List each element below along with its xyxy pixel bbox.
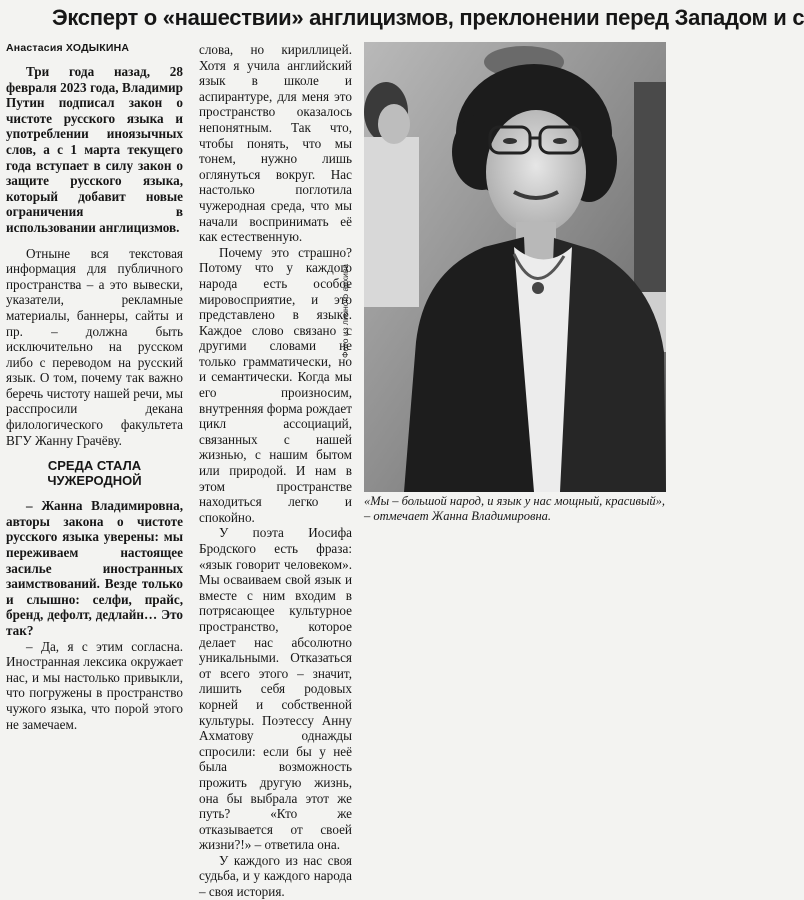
photo-credit: Фото из личного архива [340, 264, 350, 358]
interview-answer: – Да, я с этим согласна. Иностранная лексика окружает нас, и мы настолько привыкли, что погружены в пространство чужого языка, что порой этого не замечаем. [6, 638, 183, 732]
author-byline: Анастасия ХОДЫКИНА [6, 42, 130, 54]
article-column-2 [199, 42, 352, 900]
body-paragraph: Почему это страшно? Потому что у каждого народа есть особое мировосприятие, и это представлено в языке. Каждое слово связано с другими словами не только грамматически, но и семантически. Когда мы его произносим, внутренняя форма рождает цикл ассоциаций, связанных с нашей жизнью, с нашим бытом или природой. И нам в этом пространстве находиться легко и спокойно. [199, 244, 352, 525]
body-paragraph: слова, но кириллицей. Хотя я учила английский язык в школе и аспирантуре, для меня это пространство оказалось непонятным. Так что, чтобы понять, что мы тонем, нужно лишь оглянуться вокруг. Нас настолько поглотила чужеродная среда, что мы начали воспринимать её как естественную. [199, 42, 352, 245]
section-subheading: СРЕДА СТАЛА ЧУЖЕРОДНОЙ [47, 458, 142, 489]
interview-question: – Жанна Владимировна, авторы закона о чистоте русского языка уверены: мы переживаем настоящее засилье иностранных заимствований. Везде только и слышно: селфи, прайс, бренд, дефолт, дедлайн… Это так? [6, 498, 183, 638]
body-paragraph: У каждого из нас своя судьба, и у каждого народа – своя история. [199, 852, 352, 900]
article-headline: Эксперт о «нашествии» англицизмов, преклонении перед Западом и с [52, 5, 804, 30]
portrait-illustration [364, 42, 666, 492]
body-paragraph: Отныне вся текстовая информация для публичного пространства – а это вывески, указатели, рекламные материалы, баннеры, сайты и пр. – должна быть исключительно на русском либо с переводом на русский язык. О том, почему так важно беречь чистоту нашей речи, мы расспросили декана филологического факультета ВГУ Жанну Грачёву. [6, 245, 183, 448]
portrait-photo [364, 42, 666, 492]
article-lead: Три года назад, 28 февраля 2023 года, Владимир Путин подписал закон о чистоте русского языка и употреблении иноязычных слов, а с 1 марта текущего года вступает в силу закон о защите русского языка, который добавит новые ограничения в использовании англицизмов. [6, 64, 183, 235]
article-column-1 [6, 42, 183, 732]
body-paragraph: У поэта Иосифа Бродского есть фраза: «язык говорит человеком». Мы осваиваем свой язык и вместе с ним входим в потрясающее культурное пространство, которое делает нас абсолютно уникальными. Отказаться от всего этого – значит, лишить себя родовых корней и собственной культуры. Поэтессу Анну Ахматову однажды спросили: если бы у неё была возможность прожить другую жизнь, она бы выбрала этот же путь? «Кто же отказывается от своей жизни?!» – ответила она. [199, 525, 352, 853]
photo-caption: «Мы – большой народ, и язык у нас мощный, красивый», – отмечает Жанна Владимировна. [364, 494, 666, 523]
